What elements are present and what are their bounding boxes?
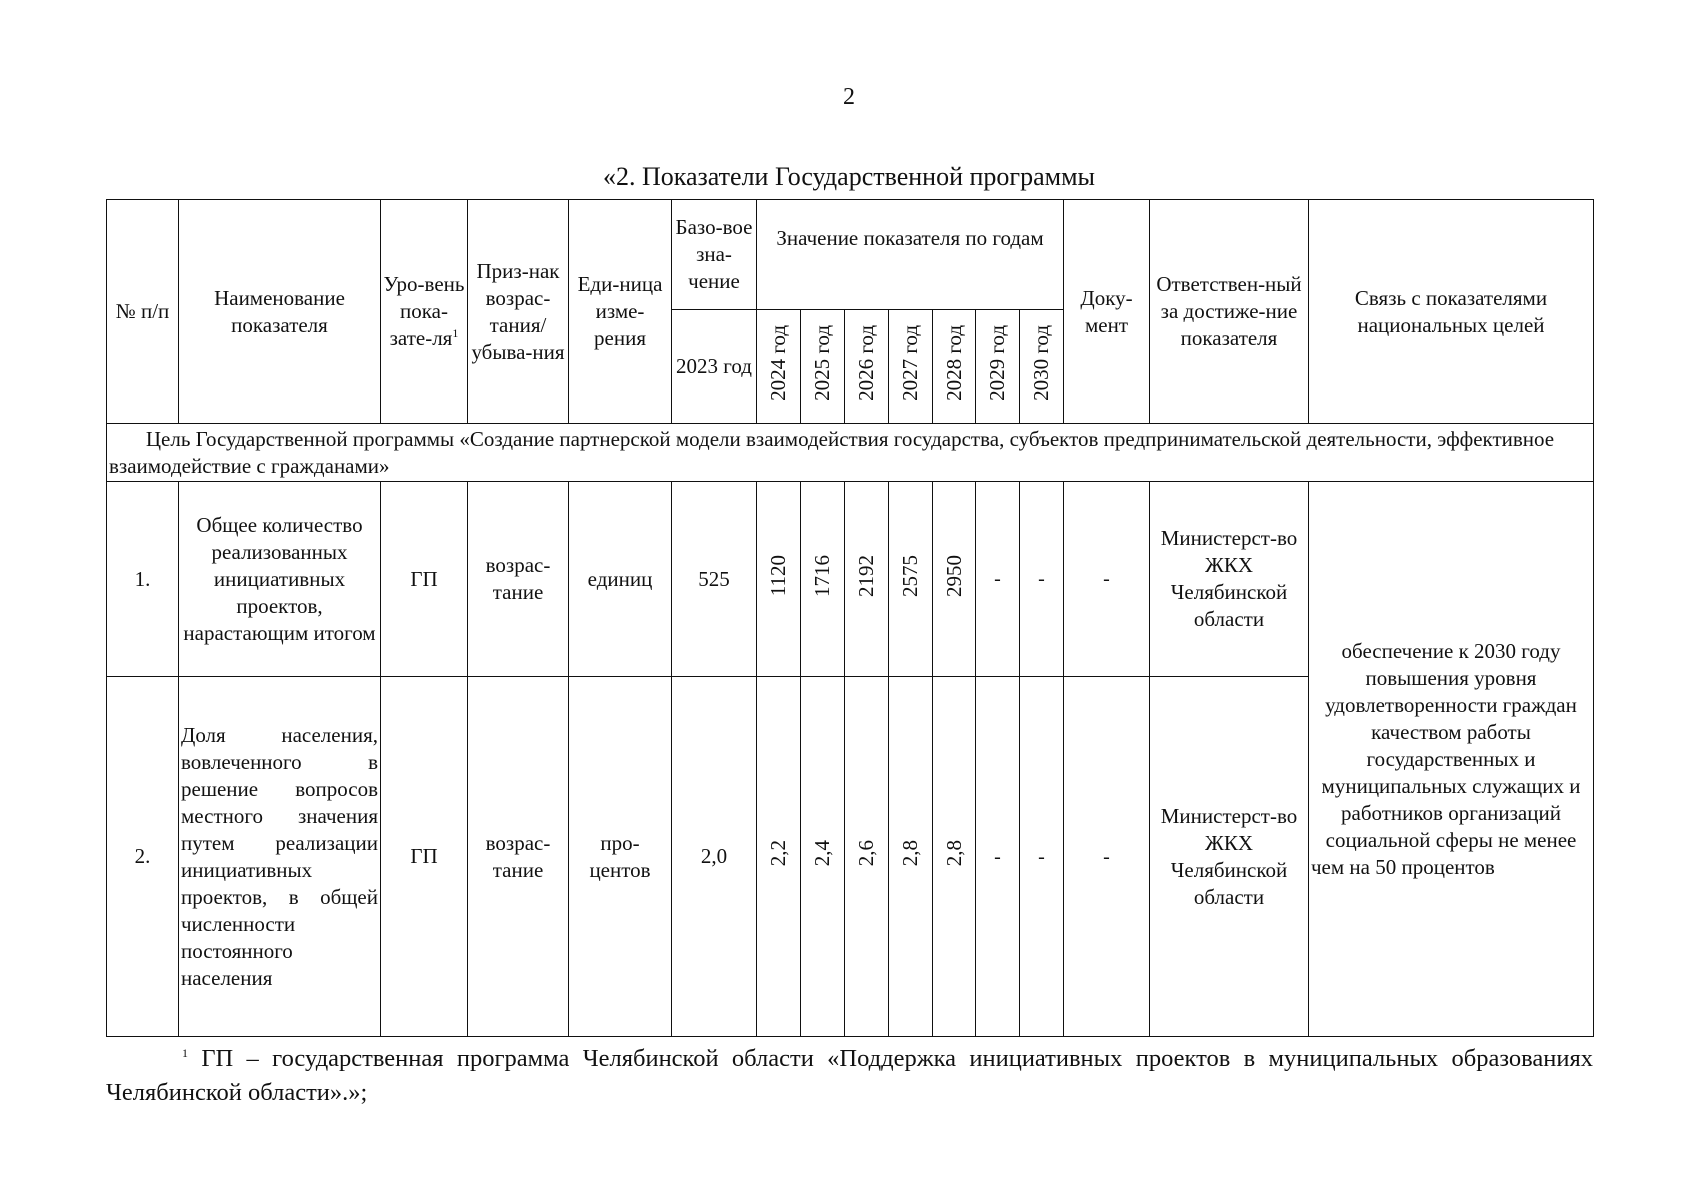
row-value-2028: 2,8 <box>933 677 976 1037</box>
row-document: - <box>1064 482 1150 677</box>
row-responsible: Министерст-во ЖКХ Челябинской области <box>1150 677 1309 1037</box>
row-unit: единиц <box>569 482 672 677</box>
header-row-1 <box>107 200 1594 310</box>
header-base: Базо-вое зна-чение <box>672 200 757 310</box>
row-value-2025: 2,4 <box>801 677 845 1037</box>
indicators-table <box>106 199 1594 1037</box>
row-value-2027: 2,8 <box>889 677 933 1037</box>
row-value-2027: 2575 <box>889 482 933 677</box>
program-goal: Цель Государственной программы «Создание партнерской модели взаимодействия государства, субъектов предпринимательской деятельности, эффективное взаимодействие с гражданами» <box>107 424 1594 482</box>
header-document: Доку-мент <box>1064 200 1150 424</box>
row-unit: про-центов <box>569 677 672 1037</box>
row-value-2024: 2,2 <box>757 677 801 1037</box>
header-year-2029: 2029 год <box>976 310 1020 424</box>
row-value-2029: - <box>976 677 1020 1037</box>
row-value-2028: 2950 <box>933 482 976 677</box>
row-name: Доля населения, вовлеченного в решение вопросов местного значения путем реализации инициативных проектов, в общей численности постоянного населения <box>179 677 381 1037</box>
header-link: Связь с показателями национальных целей <box>1309 200 1594 424</box>
row-name: Общее количество реализованных инициативных проектов, нарастающим итогом <box>179 482 381 677</box>
row-base: 2,0 <box>672 677 757 1037</box>
header-year-2026: 2026 год <box>845 310 889 424</box>
row-num: 1. <box>107 482 179 677</box>
header-year-2030: 2030 год <box>1020 310 1064 424</box>
header-year-2027: 2027 год <box>889 310 933 424</box>
row-sign: возрас-тание <box>468 482 569 677</box>
row-sign: возрас-тание <box>468 677 569 1037</box>
footnote-mark: 1 <box>182 1045 188 1060</box>
table-title: «2. Показатели Государственной программы <box>602 162 1095 191</box>
footnote <box>106 1042 1593 1110</box>
row-value-2030: - <box>1020 482 1064 677</box>
row-base: 525 <box>672 482 757 677</box>
header-name: Наименование показателя <box>179 200 381 424</box>
row-value-2026: 2192 <box>845 482 889 677</box>
header-values-by-year: Значение показателя по годам <box>757 200 1064 310</box>
row-value-2029: - <box>976 482 1020 677</box>
header-year-2025: 2025 год <box>801 310 845 424</box>
row-value-2025: 1716 <box>801 482 845 677</box>
table-row <box>107 482 1594 677</box>
page-number: 2 <box>843 84 855 110</box>
header-sign: Приз-нак возрас-тания/ убыва-ния <box>468 200 569 424</box>
row-value-2030: - <box>1020 677 1064 1037</box>
row-value-2024: 1120 <box>757 482 801 677</box>
header-level: Уро-вень пока-$зате-ля^1$ <box>381 200 468 424</box>
row-num: 2. <box>107 677 179 1037</box>
row-level: ГП <box>381 677 468 1037</box>
header-base-year: 2023 год <box>672 310 757 424</box>
row-level: ГП <box>381 482 468 677</box>
row-responsible: Министерст-во ЖКХ Челябинской области <box>1150 482 1309 677</box>
national-goals-link: обеспечение к 2030 году повышения уровня удовлетворенности граждан качеством работы государственных и муниципальных служащих и работников организаций социальной сферы не менее чем на 50 процентов <box>1309 482 1594 1037</box>
header-unit: Еди-ница изме-рения <box>569 200 672 424</box>
header-year-2024: 2024 год <box>757 310 801 424</box>
header-num: № п/п <box>107 200 179 424</box>
footnote-ref: 1 <box>452 326 459 340</box>
row-document: - <box>1064 677 1150 1037</box>
row-value-2026: 2,6 <box>845 677 889 1037</box>
footnote-text: ГП – государственная программа Челябинской области «Поддержка инициативных проектов в муниципальных образованиях Челябинской области».»; <box>106 1045 1593 1106</box>
header-responsible: Ответствен-ный за достиже-ние показателя <box>1150 200 1309 424</box>
goal-row <box>107 424 1594 482</box>
header-year-2028: 2028 год <box>933 310 976 424</box>
